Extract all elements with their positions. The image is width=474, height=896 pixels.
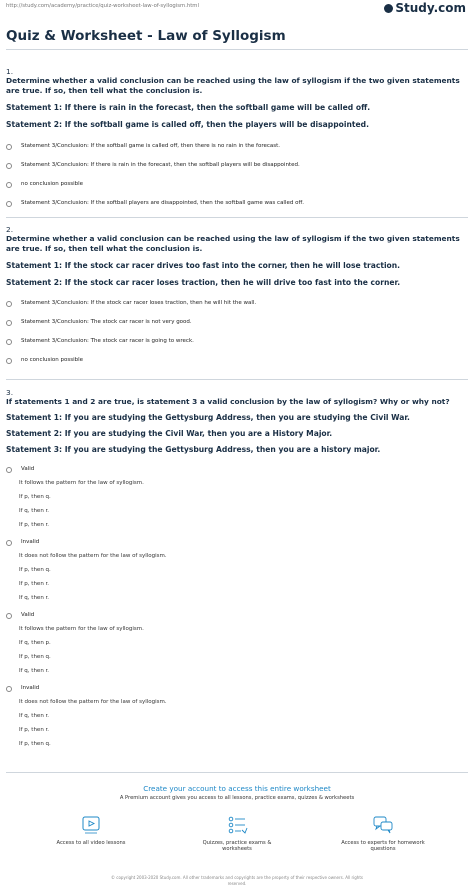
copyright-line: reserved.: [227, 881, 247, 886]
question-number: 1.: [6, 67, 14, 76]
feature-quizzes: [192, 815, 282, 853]
radio-icon[interactable]: [6, 358, 12, 364]
radio-icon[interactable]: [6, 320, 12, 326]
option-line: If p, then q.: [19, 494, 51, 500]
statement: Statement 2: If you are studying the Civil War, then you are a History Major.: [6, 429, 333, 438]
radio-icon[interactable]: [6, 182, 12, 188]
option-row[interactable]: [6, 685, 468, 692]
option-label: no conclusion possible: [21, 357, 84, 363]
option-line: If p, then r.: [19, 522, 50, 528]
feature-experts: [338, 815, 428, 853]
title-divider: [6, 49, 468, 50]
question-2: [6, 225, 468, 364]
option-line: If q, then r.: [19, 713, 50, 719]
answer-option[interactable]: [6, 200, 468, 207]
cta-divider: [6, 772, 468, 773]
radio-icon[interactable]: [6, 201, 12, 207]
option-line: If p, then q.: [19, 654, 51, 660]
features-row: [0, 815, 474, 853]
option-explanation: It does not follow the pattern for the law of syllogism.: [19, 699, 167, 705]
option-line: If p, then q.: [19, 741, 51, 747]
answer-option[interactable]: [6, 539, 468, 602]
page-title: Quiz & Worksheet - Law of Syllogism: [6, 28, 286, 44]
option-line: If q, then p.: [19, 640, 51, 646]
page-url: http://study.com/academy/practice/quiz-worksheet-law-of-syllogism.html: [6, 3, 199, 9]
question-number: 3.: [6, 388, 14, 397]
option-row[interactable]: [6, 539, 468, 546]
checklist-icon: [226, 815, 248, 835]
question-text: Determine whether a valid conclusion can be reached using the law of syllogism if the two given statements are true. If so, then tell what the conclusion is.: [6, 76, 460, 95]
answer-option[interactable]: [6, 319, 468, 326]
question-text: If statements 1 and 2 are true, is statement 3 a valid conclusion by the law of syllogism? Why or why not?: [6, 397, 450, 406]
question-divider: [6, 217, 468, 218]
study-logo[interactable]: [384, 1, 466, 15]
option-label: Statement 3/Conclusion: The stock car racer is going to wreck.: [21, 338, 194, 344]
radio-icon[interactable]: [6, 686, 12, 692]
feature-video: [46, 815, 136, 853]
answer-option[interactable]: [6, 338, 468, 345]
cta-subtitle: A Premium account gives you access to all lessons, practice exams, quizzes & worksheets: [119, 795, 355, 801]
logo-text: Study.com: [395, 1, 466, 15]
option-line: If q, then r.: [19, 668, 50, 674]
answer-option[interactable]: [6, 300, 468, 307]
radio-icon[interactable]: [6, 339, 12, 345]
logo-icon: [384, 4, 393, 13]
footer: [0, 875, 474, 887]
option-explanation: It does not follow the pattern for the law of syllogism.: [19, 553, 167, 559]
statement: Statement 3: If you are studying the Gettysburg Address, then you are a history major.: [6, 445, 381, 454]
radio-icon[interactable]: [6, 467, 12, 473]
question-number: 2.: [6, 225, 14, 234]
answer-option[interactable]: [6, 685, 468, 748]
radio-icon[interactable]: [6, 163, 12, 169]
question-1: [6, 67, 468, 207]
feature-text: Quizzes, practice exams & worksheets: [202, 839, 272, 852]
answer-option[interactable]: [6, 466, 468, 529]
feature-text: Access to all video lessons: [56, 839, 126, 846]
option-label: Statement 3/Conclusion: If the softball game is called off, then there is no rain in the forecast.: [21, 143, 281, 149]
signup-cta: [0, 784, 474, 801]
radio-icon[interactable]: [6, 301, 12, 307]
question-divider: [6, 379, 468, 380]
option-line: If q, then r.: [19, 595, 50, 601]
answer-option[interactable]: [6, 181, 468, 188]
answer-option[interactable]: [6, 612, 468, 675]
option-row[interactable]: [6, 612, 468, 619]
statement: Statement 1: If the stock car racer drives too fast into the corner, then he will lose traction.: [6, 261, 401, 270]
option-label: Valid: [21, 466, 35, 472]
option-label: Statement 3/Conclusion: If there is rain in the forecast, then the softball players will be disappointed.: [21, 162, 300, 168]
statement: Statement 2: If the softball game is called off, then the players will be disappointed.: [6, 120, 369, 129]
option-label: Statement 3/Conclusion: If the softball players are disappointed, then the softball game was called off.: [21, 200, 305, 206]
top-bar: [0, 0, 474, 20]
option-label: no conclusion possible: [21, 181, 84, 187]
copyright-line: © copyright 2003-2020 Study.com. All other trademarks and copyrights are the property of their respective owners. All rights: [111, 875, 363, 880]
radio-icon[interactable]: [6, 613, 12, 619]
answer-option[interactable]: [6, 162, 468, 169]
cta-title[interactable]: Create your account to access this entire worksheet: [143, 784, 331, 793]
statement: Statement 1: If there is rain in the forecast, then the softball game will be called off.: [6, 103, 371, 112]
option-line: If p, then r.: [19, 581, 50, 587]
option-label: Invalid: [21, 685, 40, 691]
video-icon: [80, 815, 102, 835]
option-line: If p, then r.: [19, 727, 50, 733]
question-text: Determine whether a valid conclusion can be reached using the law of syllogism if the two given statements are true. If so, then tell what the conclusion is.: [6, 234, 460, 253]
option-line: If q, then r.: [19, 508, 50, 514]
chat-icon: [372, 815, 394, 835]
option-label: Statement 3/Conclusion: If the stock car racer loses traction, then he will hit the wall.: [21, 300, 257, 306]
question-3: [6, 388, 468, 748]
option-label: Statement 3/Conclusion: The stock car racer is not very good.: [21, 319, 192, 325]
answer-option[interactable]: [6, 357, 468, 364]
option-label: Valid: [21, 612, 35, 618]
option-explanation: It follows the pattern for the law of syllogism.: [19, 626, 144, 632]
option-label: Invalid: [21, 539, 40, 545]
radio-icon[interactable]: [6, 540, 12, 546]
option-line: If p, then q.: [19, 567, 51, 573]
option-row[interactable]: [6, 466, 468, 473]
statement: Statement 2: If the stock car racer loses traction, then he will drive too fast into the corner.: [6, 278, 401, 287]
feature-text: Access to experts for homework questions: [341, 839, 425, 852]
statement: Statement 1: If you are studying the Gettysburg Address, then you are studying the Civil War.: [6, 413, 410, 422]
radio-icon[interactable]: [6, 144, 12, 150]
answer-option[interactable]: [6, 143, 468, 150]
option-explanation: It follows the pattern for the law of syllogism.: [19, 480, 144, 486]
